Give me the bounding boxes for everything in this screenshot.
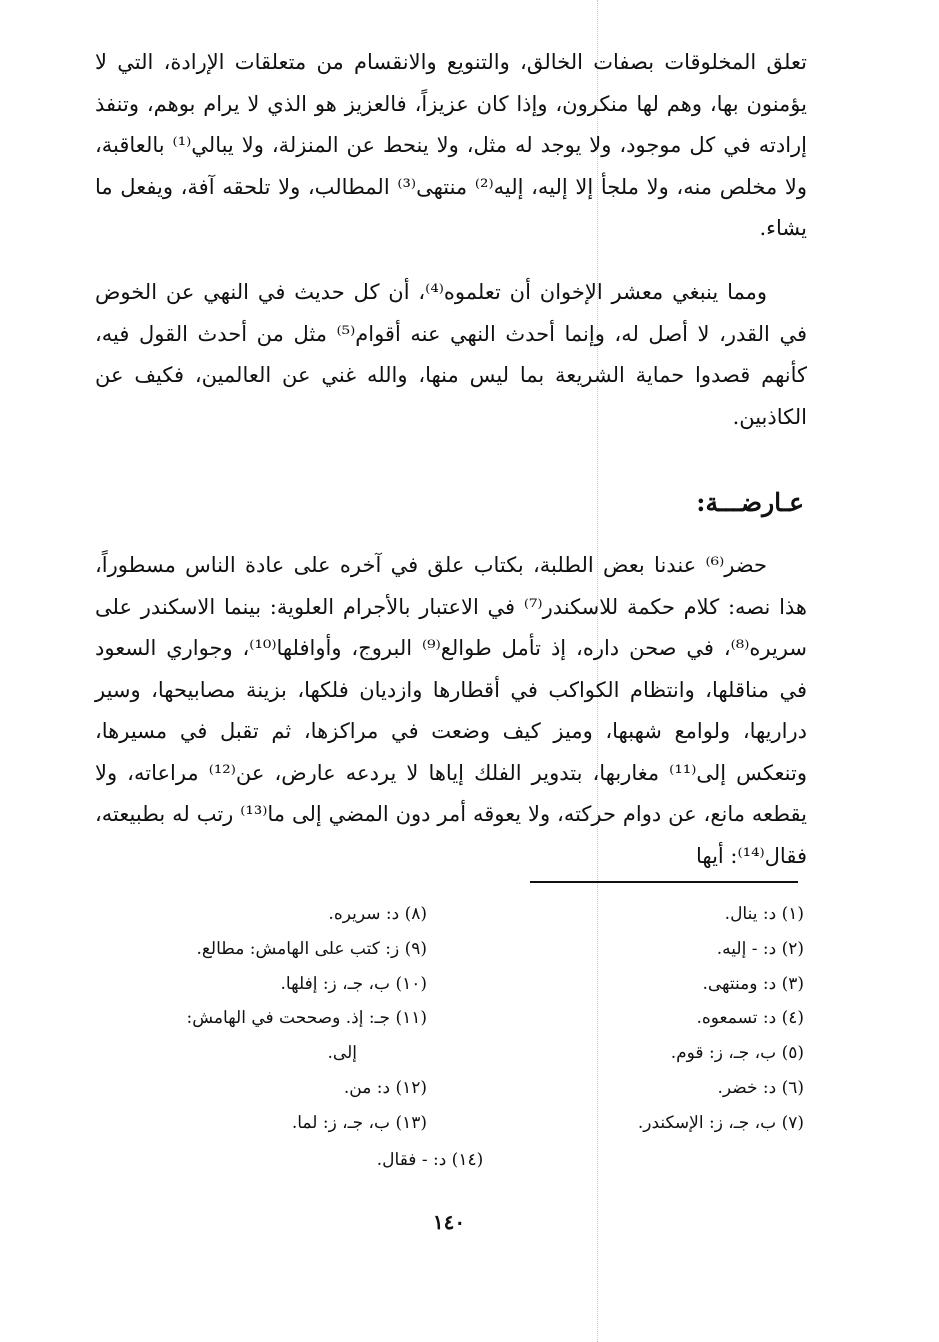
body-paragraph-3 bbox=[95, 545, 807, 877]
footnote: (١٢) د: من. bbox=[343, 1077, 427, 1098]
footnote-continuation: إلى. bbox=[327, 1043, 357, 1064]
footnote: (٣) د: ومنتهى. bbox=[702, 973, 804, 994]
footnote-last: (١٤) د: - فقال. bbox=[376, 1150, 484, 1170]
paragraph-text: تعلق المخلوقات بصفات الخالق، والتنويع والانقسام من متعلقات الإرادة، التي لا يؤمنون بها، وهم لها منكرون، وإذا كان عزيزاً، فالعزيز هو الذي لا يرام بوهم، وتنفذ إرادته في كل موجود، ولا يوجد له مثل، ولا ينحط عن المنزلة، ولا يبالي⁽¹⁾ بالعاقبة، ولا مخلص منه، ولا ملجأ إلا إليه، إليه⁽²⁾ منتهى⁽³⁾ المطالب، ولا تلحقه آفة، ويفعل ما يشاء. bbox=[95, 50, 808, 240]
footnote: (٨) د: سريره. bbox=[328, 904, 427, 924]
footnote: (١٠) ب، جـ، ز: إفلها. bbox=[280, 973, 427, 994]
footnote: (٧) ب، جـ، ز: الإسكندر. bbox=[637, 1112, 804, 1133]
footnote: (١) د: ينال. bbox=[724, 904, 804, 924]
footnote: (٦) د: خضر. bbox=[717, 1077, 804, 1098]
footnote-separator bbox=[530, 881, 798, 883]
paragraph-text: ومما ينبغي معشر الإخوان أن تعلموه⁽⁴⁾، أن كل حديث في النهي عن الخوض في القدر، لا أصل له، وإنما أحدث النهي عنه أقوام⁽⁵⁾ مثل من أحدث القول فيه، كأنهم قصدوا حماية الشريعة بما ليس منها، والله غني عن العالمين، فكيف عن الكاذبين. bbox=[95, 280, 807, 429]
footnote: (٤) د: تسمعوه. bbox=[696, 1008, 804, 1029]
footnotes-column-left bbox=[87, 897, 427, 1141]
footnote: (٩) ز: كتب على الهامش: مطالع. bbox=[196, 938, 427, 959]
page-number: ١٤٠ bbox=[432, 1210, 466, 1234]
body-paragraph-1 bbox=[95, 42, 807, 250]
footnote: (١١) جـ: إذ. وصححت في الهامش: bbox=[186, 1008, 427, 1029]
footnote: (٢) د: - إليه. bbox=[716, 938, 804, 959]
section-heading: عـارضـــة: bbox=[696, 488, 804, 517]
footnotes-column-right bbox=[554, 897, 804, 1141]
footnote: (١٣) ب، جـ، ز: لما. bbox=[291, 1112, 427, 1133]
paragraph-text: حضر⁽⁶⁾ عندنا بعض الطلبة، بكتاب علق في آخره على عادة الناس مسطوراً، هذا نصه: كلام حكمة للاسكندر⁽⁷⁾ في الاعتبار بالأجرام العلوية: بينما الاسكندر على سريره⁽⁸⁾، في صحن داره، إذ تأمل طوالع⁽⁹⁾ البروج، وأوافلها⁽¹⁰⁾، وجواري السعود في مناقلها، وانتظام الكواكب في أقطارها وازديان فلكها، بزينة مصابيحها، وسير دراريها، ولوامع شهبها، وميز كيف وضعت في مراكزها، ثم تقبل في مسيرها، وتنعكس إلى⁽¹¹⁾ مغاربها، بتدوير الفلك إياها لا يردعه عارض، عن⁽¹²⁾ مراعاته، ولا يقطعه مانع، عن دوام حركته، ولا يعوقه أمر دون المضي إلى ما⁽¹³⁾ رتب له بطبيعته، فقال⁽¹⁴⁾: أيها bbox=[95, 553, 808, 868]
footnote: (٥) ب، جـ، ز: قوم. bbox=[670, 1043, 804, 1064]
body-paragraph-2 bbox=[95, 272, 807, 438]
